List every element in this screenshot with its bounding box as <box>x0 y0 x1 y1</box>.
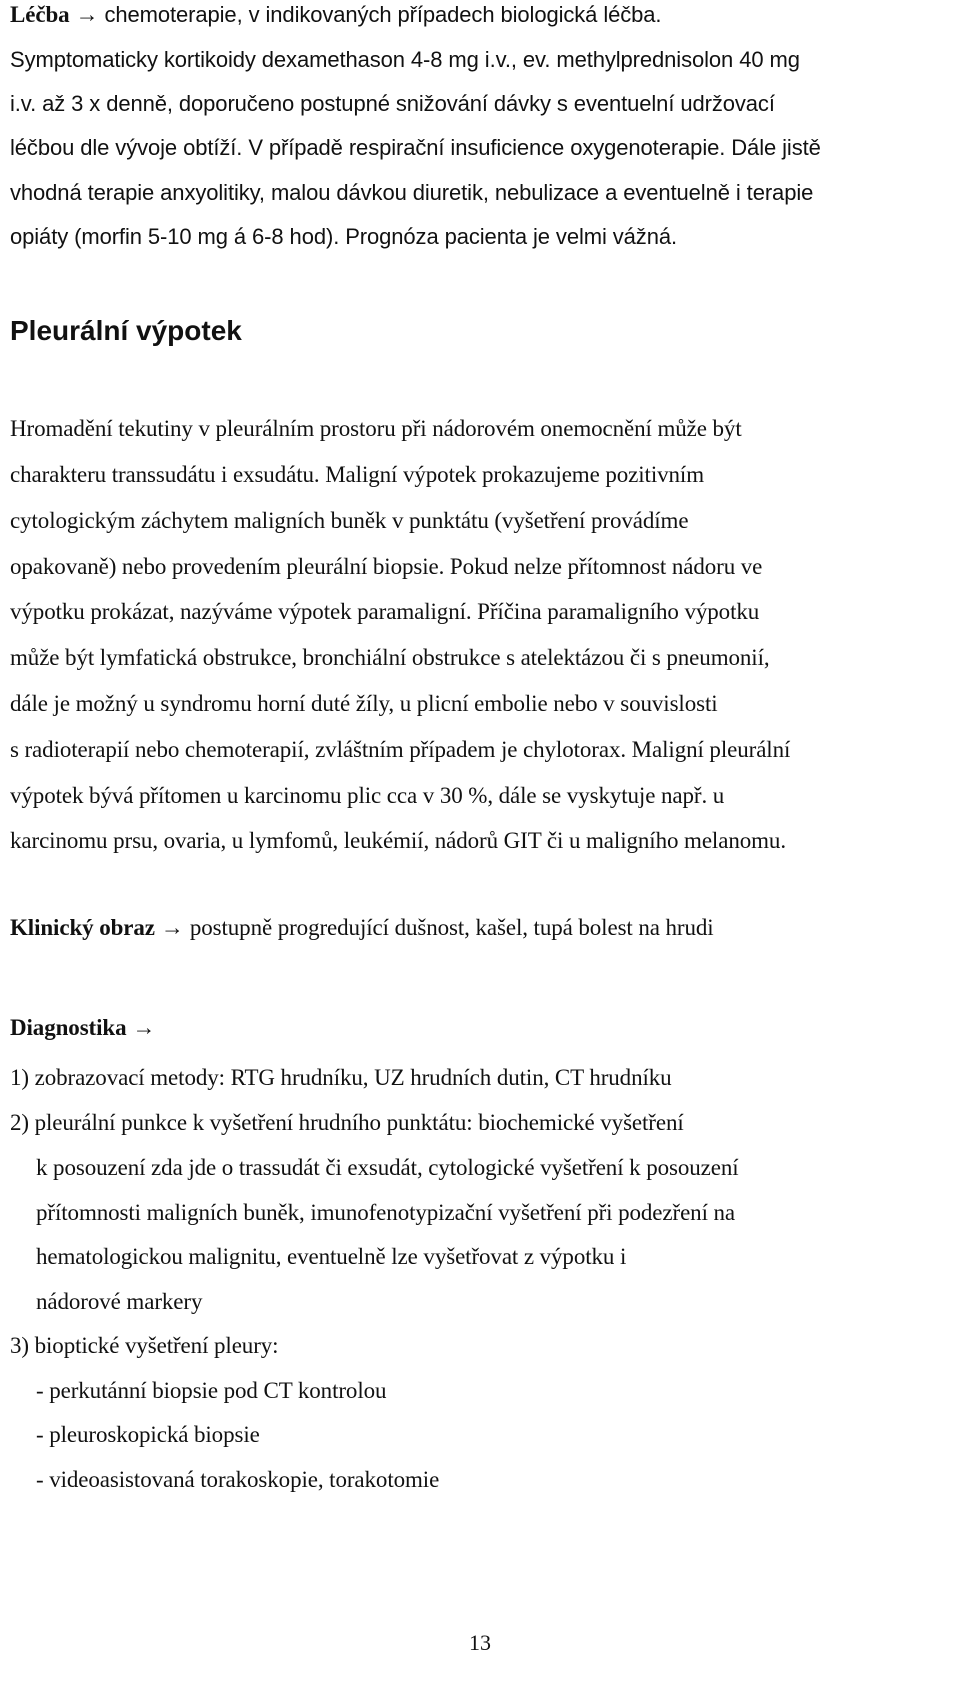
diagnostics-item: nádorové markery <box>36 1289 203 1314</box>
intro-lead-bold: Léčba <box>10 2 70 27</box>
diagnostics-item: - pleuroskopická biopsie <box>36 1422 260 1447</box>
paragraph-line: cytologickým záchytem maligních buněk v punktátu (vyšetření provádíme <box>10 508 689 533</box>
intro-line: léčbou dle vývoje obtíží. V případě respirační insuficience oxygenoterapie. Dále jistě <box>10 135 821 160</box>
paragraph-line: s radioterapií nebo chemoterapií, zvláštním případem je chylotorax. Maligní pleurální <box>10 737 791 762</box>
paragraph-line: výpotek bývá přítomen u karcinomu plic cca v 30 %, dále se vyskytuje např. u <box>10 783 725 808</box>
clinical-label: Klinický obraz <box>10 915 155 940</box>
intro-lead-line <box>10 0 661 30</box>
diagnostics-item: - videoasistovaná torakoskopie, torakotomie <box>36 1467 440 1492</box>
section-title: Pleurální výpotek <box>10 315 242 346</box>
diagnostics-item: 3) bioptické vyšetření pleury: <box>10 1333 279 1358</box>
diagnostics-item: přítomnosti maligních buněk, imunofenotypizační vyšetření při podezření na <box>36 1200 736 1225</box>
arrow-right-icon: → <box>160 915 184 940</box>
intro-line: i.v. až 3 x denně, doporučeno postupné snižování dávky s eventuelní udržovací <box>10 91 775 116</box>
page-number: 13 <box>469 1630 491 1655</box>
paragraph-line: dále je možný u syndromu horní duté žíly, u plicní embolie nebo v souvislosti <box>10 691 718 716</box>
diagnostics-item: 2) pleurální punkce k vyšetření hrudního punktátu: biochemické vyšetření <box>10 1110 684 1135</box>
intro-line: Symptomaticky kortikoidy dexamethason 4-8 mg i.v., ev. methylprednisolon 40 mg <box>10 47 800 72</box>
arrow-right-icon: → <box>132 1015 156 1040</box>
paragraph-line: opakovaně) nebo provedením pleurální biopsie. Pokud nelze přítomnost nádoru ve <box>10 554 763 579</box>
clinical-text: postupně progredující dušnost, kašel, tupá bolest na hrudi <box>189 915 714 940</box>
intro-line: opiáty (morfin 5-10 mg á 6-8 hod). Prognóza pacienta je velmi vážná. <box>10 224 677 249</box>
diagnostics-item: hematologickou malignitu, eventuelně lze vyšetřovat z výpotku i <box>36 1244 627 1269</box>
paragraph-line: může být lymfatická obstrukce, bronchiální obstrukce s atelektázou či s pneumonií, <box>10 645 770 670</box>
diagnostics-heading <box>10 1013 161 1043</box>
clinical-line <box>10 913 714 943</box>
intro-lead-text: chemoterapie, v indikovaných případech biologická léčba. <box>104 2 662 27</box>
arrow-right-icon: → <box>75 2 99 27</box>
diagnostics-item: 1) zobrazovací metody: RTG hrudníku, UZ hrudních dutin, CT hrudníku <box>10 1065 672 1090</box>
paragraph-line: karcinomu prsu, ovaria, u lymfomů, leukémií, nádorů GIT či u maligního melanomu. <box>10 828 786 853</box>
diagnostics-label: Diagnostika <box>10 1015 127 1040</box>
paragraph-line: charakteru transsudátu i exsudátu. Maligní výpotek prokazujeme pozitivním <box>10 462 705 487</box>
diagnostics-item: - perkutánní biopsie pod CT kontrolou <box>36 1378 387 1403</box>
diagnostics-item: k posouzení zda jde o trassudát či exsudát, cytologické vyšetření k posouzení <box>36 1155 739 1180</box>
paragraph-line: Hromadění tekutiny v pleurálním prostoru při nádorovém onemocnění může být <box>10 416 742 441</box>
paragraph-line: výpotku prokázat, nazýváme výpotek paramaligní. Příčina paramaligního výpotku <box>10 599 760 624</box>
intro-line: vhodná terapie anxyolitiky, malou dávkou diuretik, nebulizace a eventuelně i terapie <box>10 180 814 205</box>
